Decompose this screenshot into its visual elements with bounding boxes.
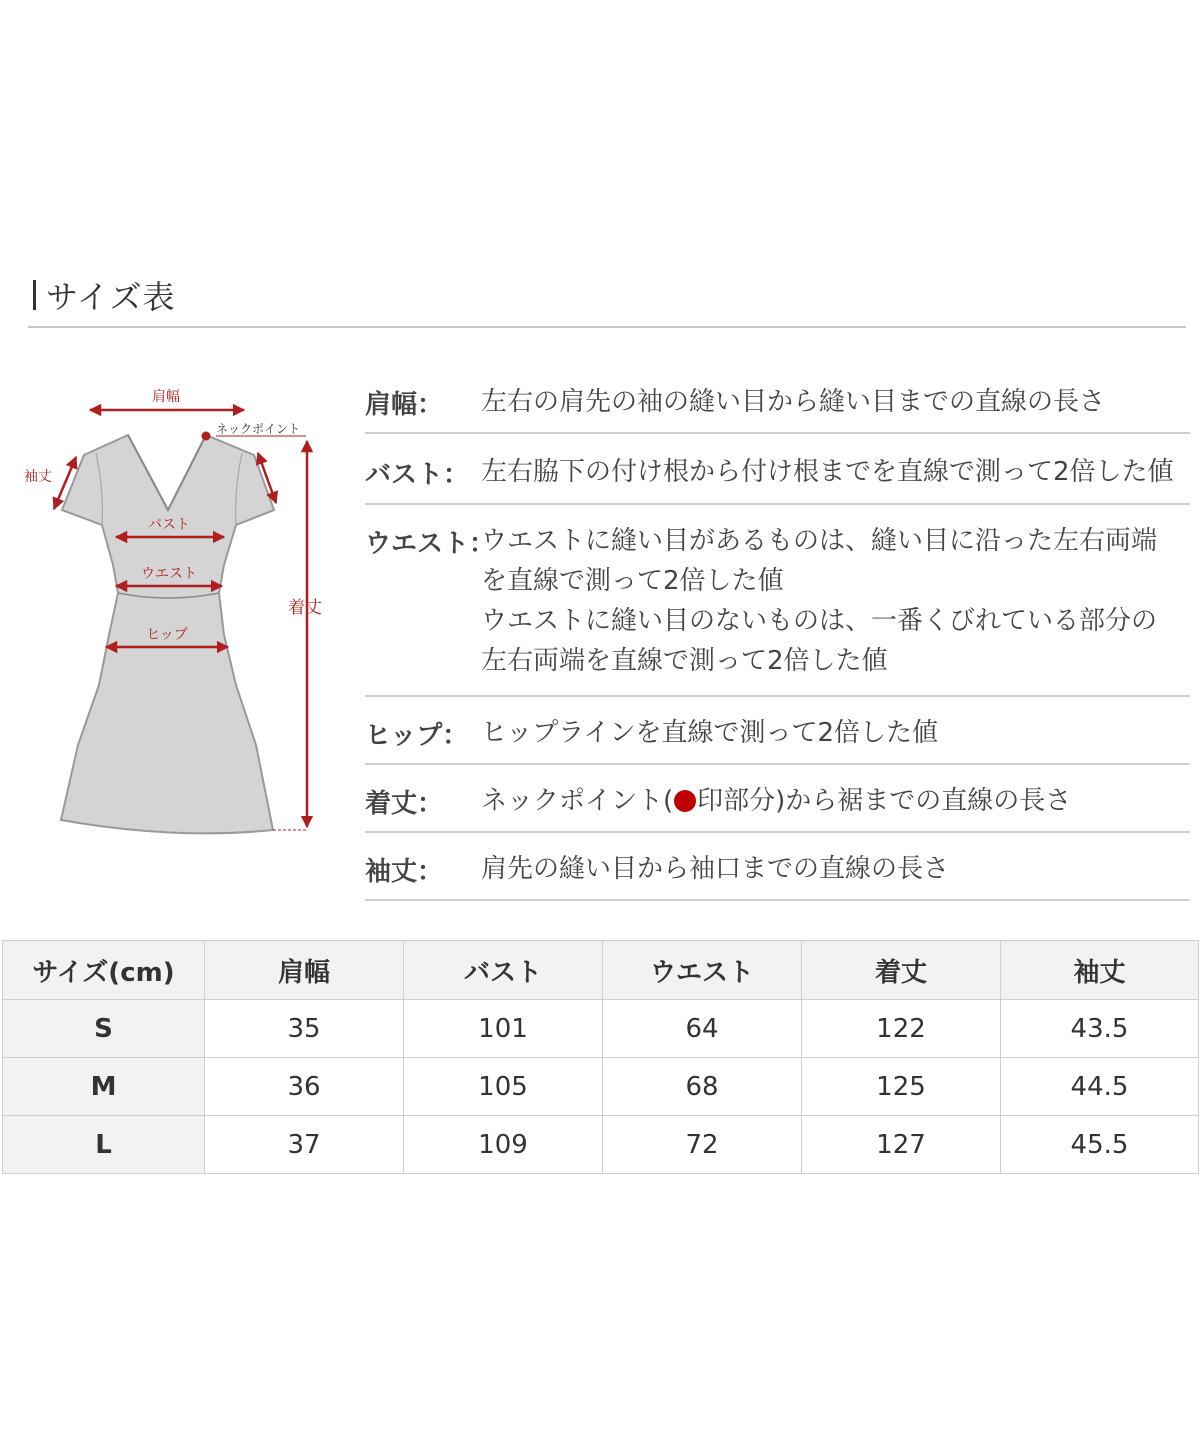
definition-term: ウエスト：: [365, 529, 496, 559]
table-cell: 36: [205, 1058, 404, 1116]
table-cell: 43.5: [1001, 1000, 1199, 1058]
neck-point-label: ネックポイント: [216, 422, 301, 436]
definition-term: ヒップ：: [365, 721, 469, 751]
definition-term: 袖丈：: [365, 857, 444, 887]
size-cell: M: [3, 1058, 205, 1116]
header-divider: [28, 326, 1186, 328]
definition-text: 左右両端を直線で測って2倍した値: [481, 646, 888, 676]
table-header-row: [3, 941, 1199, 1000]
definition-text: 左右の肩先の袖の縫い目から縫い目までの直線の長さ: [481, 387, 1106, 417]
definition-text: ウエストに縫い目があるものは、縫い目に沿った左右両端: [481, 526, 1158, 556]
hip-label: ヒップ: [146, 627, 188, 643]
sleeve-label: 袖丈: [24, 469, 52, 485]
definition-term: 肩幅：: [365, 390, 444, 420]
definition-text: ヒップラインを直線で測って2倍した値: [481, 718, 938, 748]
table-cell: 101: [404, 1000, 603, 1058]
waist-label: ウエスト: [141, 566, 197, 582]
length-label: 着丈: [288, 598, 322, 618]
table-cell: 68: [603, 1058, 802, 1116]
size-cell: S: [3, 1000, 205, 1058]
neck-point-dot-icon: [674, 790, 696, 812]
table-cell: 45.5: [1001, 1116, 1199, 1174]
shoulder-label: 肩幅: [152, 389, 180, 405]
definition-text: を直線で測って2倍した値: [481, 566, 784, 596]
definition-hip: [365, 697, 1190, 765]
definition-waist: [365, 505, 1190, 697]
column-header-size: サイズ(cm): [3, 941, 205, 1000]
column-header-length: 着丈: [802, 941, 1001, 1000]
definition-text-after-dot: 印部分)から裾までの直線の長さ: [697, 786, 1072, 816]
table-row: [3, 1000, 1199, 1058]
definition-bust: [365, 434, 1190, 505]
table-row: [3, 1058, 1199, 1116]
table-row: [3, 1116, 1199, 1174]
measurement-definitions: [365, 370, 1190, 901]
definition-text: 左右脇下の付け根から付け根までを直線で測って2倍した値: [481, 457, 1174, 487]
definition-sleeve: [365, 833, 1190, 901]
definition-text: ウエストに縫い目のないものは、一番くびれている部分の: [481, 606, 1158, 636]
section-header: [28, 270, 1186, 330]
neck-point-dot: [202, 432, 211, 441]
definition-text: [481, 781, 1071, 821]
page-title: サイズ表: [46, 278, 176, 316]
column-header-sleeve: 袖丈: [1001, 941, 1199, 1000]
garment-diagram: [14, 375, 344, 855]
bust-label: バスト: [148, 517, 190, 533]
table-cell: 127: [802, 1116, 1001, 1174]
table-cell: 125: [802, 1058, 1001, 1116]
table-cell: 64: [603, 1000, 802, 1058]
table-cell: 109: [404, 1116, 603, 1174]
definition-term: 着丈：: [365, 789, 444, 819]
definition-term: バスト：: [365, 460, 470, 490]
definition-text-before-dot: ネックポイント(: [481, 786, 674, 816]
size-cell: L: [3, 1116, 205, 1174]
header-accent-bar: [33, 280, 36, 310]
table-cell: 37: [205, 1116, 404, 1174]
definition-length: [365, 765, 1190, 833]
table-cell: 44.5: [1001, 1058, 1199, 1116]
size-table: [2, 940, 1199, 1174]
table-cell: 72: [603, 1116, 802, 1174]
definition-text: 肩先の縫い目から袖口までの直線の長さ: [481, 854, 950, 884]
definition-shoulder: [365, 370, 1190, 434]
column-header-bust: バスト: [404, 941, 603, 1000]
table-cell: 35: [205, 1000, 404, 1058]
table-cell: 105: [404, 1058, 603, 1116]
column-header-waist: ウエスト: [603, 941, 802, 1000]
table-cell: 122: [802, 1000, 1001, 1058]
column-header-shoulder: 肩幅: [205, 941, 404, 1000]
